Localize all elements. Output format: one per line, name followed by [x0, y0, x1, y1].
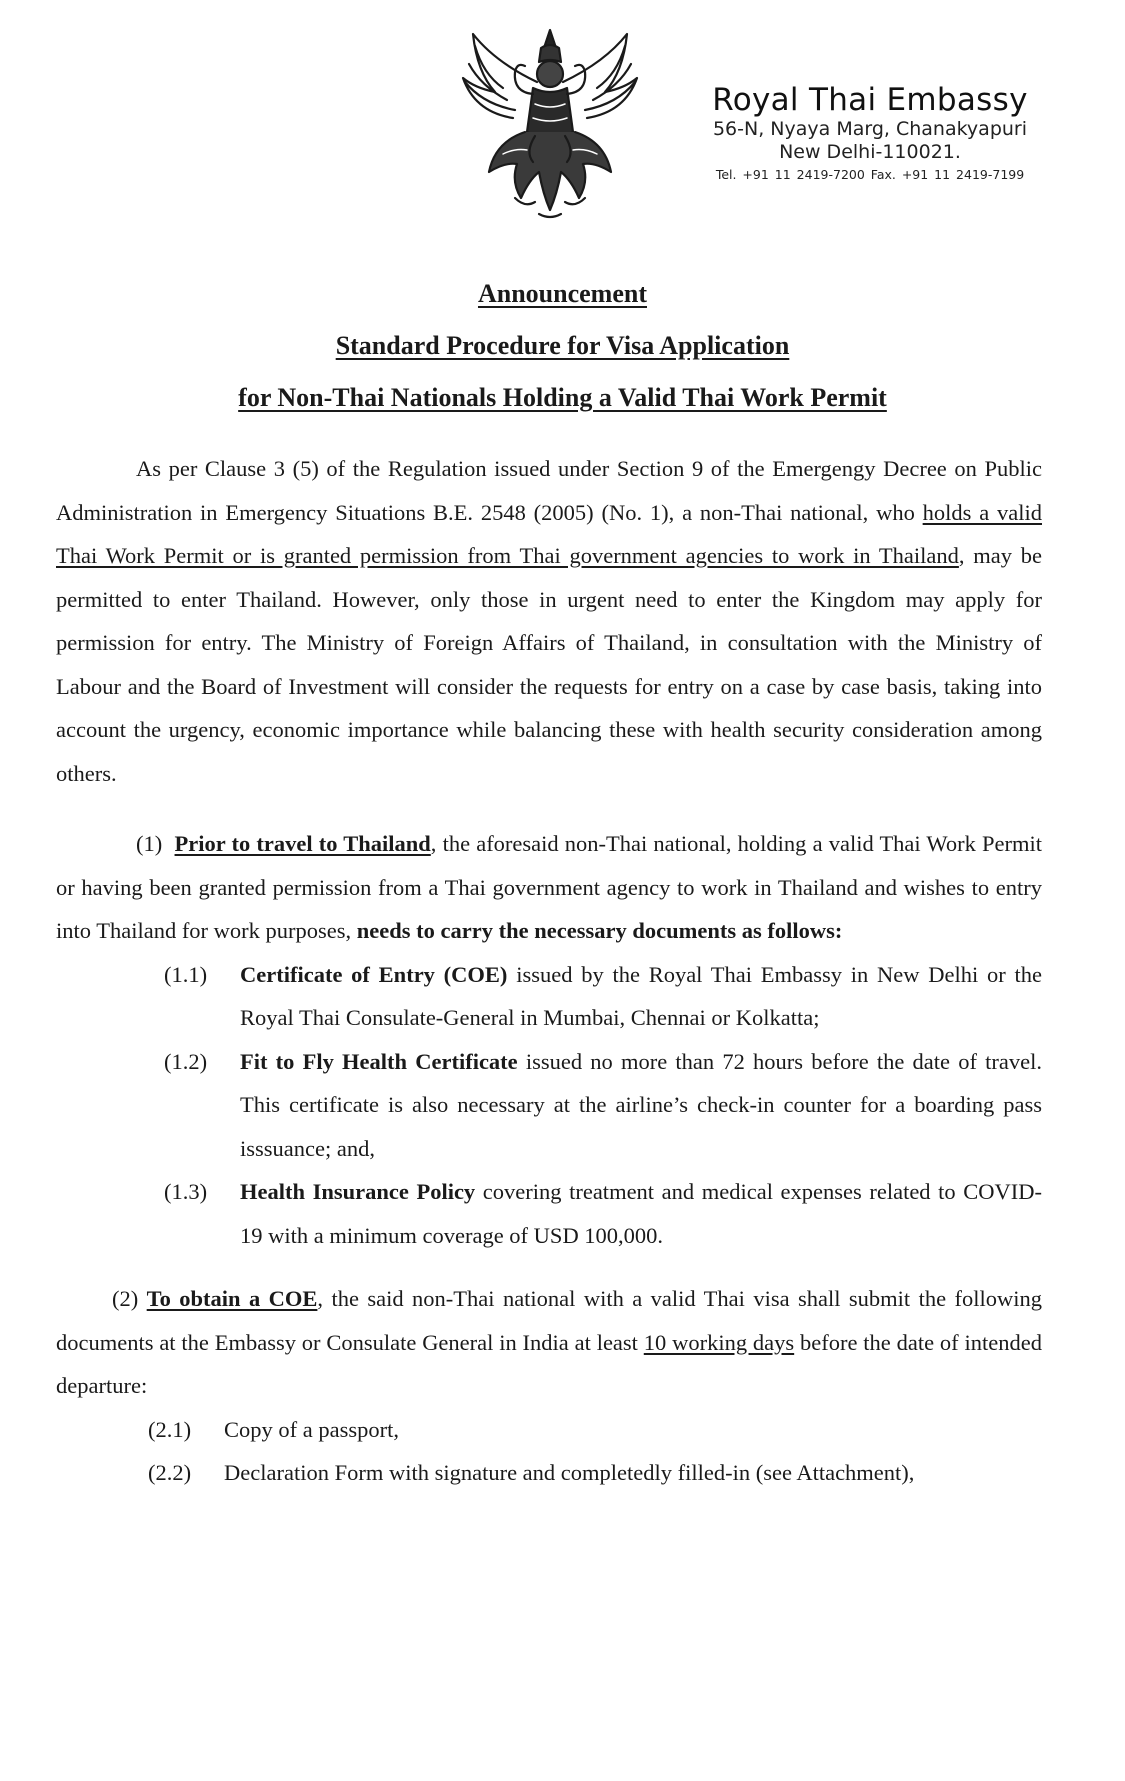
document-body: [56, 447, 1042, 1495]
list-item: (2.2) Declaration Form with signature and completedly filled-in (see Attachment),: [148, 1460, 915, 1485]
list-item: (1.3) Health Insurance Policy covering treatment and medical expenses related to COVID-19 with a minimum coverage of USD 100,000.: [164, 1179, 1042, 1248]
title-line1: Standard Procedure for Visa Application: [335, 331, 790, 360]
letterhead: [700, 82, 1040, 186]
address-line2: New Delhi-110021.: [779, 141, 961, 163]
tel-fax: Tel. +91 11 2419-7200 Fax. +91 11 2419-7199: [715, 167, 1025, 182]
announcement-heading: Announcement: [477, 279, 647, 308]
intro-underlined: holds a valid Thai Work Permit or is granted permission from Thai government agencies to work in Thailand: [56, 499, 1042, 568]
document-titles: [0, 268, 1125, 424]
section2-underlined: 10 working days: [643, 1329, 795, 1355]
garuda-emblem-icon: [455, 22, 645, 222]
address-line1: 56-N, Nyaya Marg, Chanakyapuri: [712, 118, 1028, 140]
section2-heading: To obtain a COE: [146, 1286, 318, 1311]
section1-paragraph: (1) Prior to travel to Thailand, the aforesaid non-Thai national, holding a valid Thai Work Permit or having been granted permission from a Thai government agency to work in Thailand and wishes to entry into Thailand for work purposes, needs to carry the necessary documents as follows:: [56, 831, 1042, 943]
title-line2: for Non-Thai Nationals Holding a Valid Thai Work Permit: [238, 383, 887, 412]
list-item: (2.1) Copy of a passport,: [148, 1416, 399, 1442]
section1-heading: Prior to travel to Thailand: [174, 831, 431, 856]
list-item: (1.2) Fit to Fly Health Certificate issued no more than 72 hours before the date of travel. This certificate is also necessary at the airline’s check-in counter for a boarding pass isssuance; and,: [164, 1048, 1042, 1161]
embassy-name: Royal Thai Embassy: [712, 82, 1028, 118]
section1-bold: needs to carry the necessary documents as follows:: [356, 918, 843, 943]
section2-paragraph: (2) To obtain a COE, the said non-Thai national with a valid Thai visa shall submit the following documents at the Embassy or Consulate General in India at least 10 working days before the date of intended departure:: [56, 1286, 1042, 1398]
list-item: (1.1) Certificate of Entry (COE) issued by the Royal Thai Embassy in New Delhi or the Royal Thai Consulate-General in Mumbai, Chennai or Kolkatta;: [164, 961, 1042, 1030]
intro-paragraph: As per Clause 3 (5) of the Regulation issued under Section 9 of the Emergengy Decree on Public Administration in Emergency Situations B.E. 2548 (2005) (No. 1), a non-Thai national, who holds a valid Thai Work Permit or is granted permission from Thai government agencies to work in Thailand, may be permitted to enter Thailand. However, only those in urgent need to enter the Kingdom may apply for permission for entry. The Ministry of Foreign Affairs of Thailand, in consultation with the Ministry of Labour and the Board of Investment will consider the requests for entry on a case by case basis, taking into account the urgency, economic importance while balancing these with health security consideration among others.: [56, 456, 1042, 786]
